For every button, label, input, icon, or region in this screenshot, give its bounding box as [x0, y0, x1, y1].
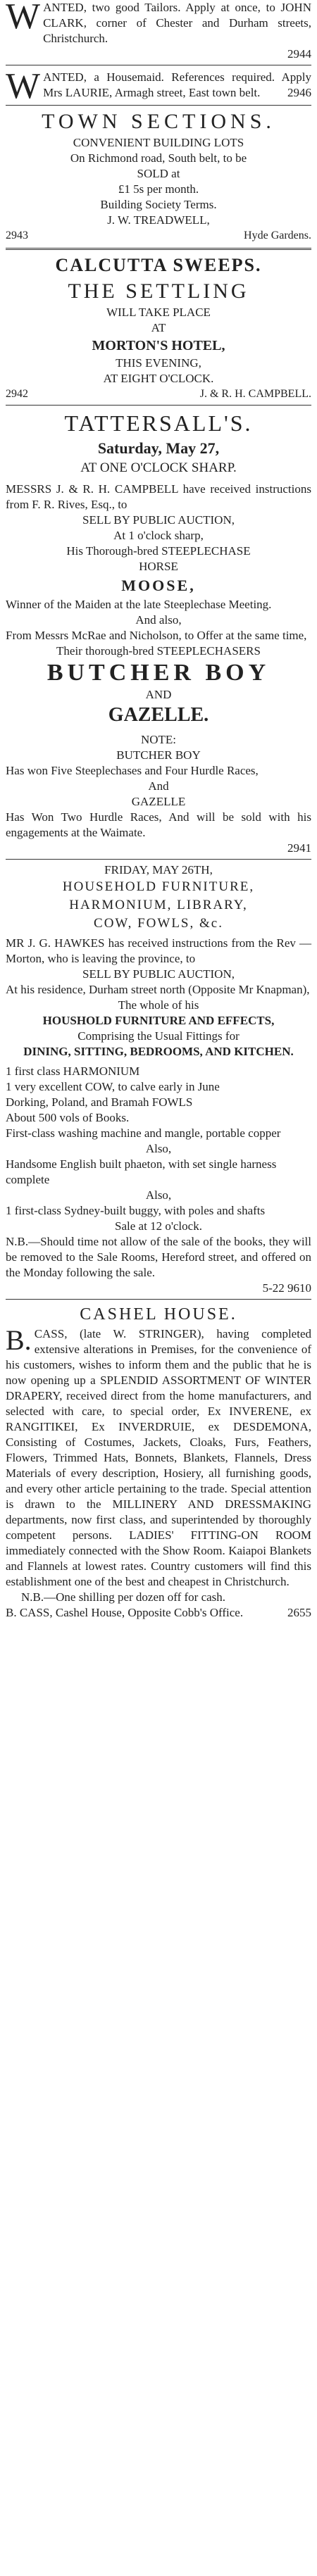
ad-line: SELL BY PUBLIC AUCTION, [82, 967, 235, 981]
ad-heading: CALCUTTA SWEEPS. [55, 255, 262, 275]
ad-wanted-tailors [6, 0, 311, 62]
ad-number: 2941 [287, 841, 311, 855]
ad-cashel-house [6, 1300, 311, 1621]
horse-name: BUTCHER BOY [46, 660, 271, 686]
ad-date: Saturday, May 27, [97, 439, 220, 457]
ad-number: 2943 [6, 230, 28, 241]
list-item: 1 first-class Sydney-built buggy, with poles and shafts [6, 1204, 266, 1217]
ad-line: From Messrs McRae and Nicholson, to Offer at the same time, [6, 629, 307, 642]
ad-town-sections [6, 106, 311, 244]
ad-date: FRIDAY, MAY 26TH, [104, 863, 213, 877]
ad-wanted-housemaid [6, 65, 311, 106]
list-item: Handsome English built phaeton, with set single harness complete [6, 1157, 277, 1186]
ad-line: Has Won Two Hurdle Races, And will be sold with his engagements at the Waimate. [6, 810, 311, 839]
ad-line: At his residence, Durham street north (Opposite Mr Knapman), [6, 983, 310, 996]
ad-line: HORSE [139, 560, 178, 573]
ad-number: 2655 [287, 1606, 311, 1619]
drop-cap: W [6, 66, 41, 106]
ad-number: 2946 [287, 86, 311, 99]
ad-line: WILL TAKE PLACE [106, 306, 211, 319]
list-item: 1 first class HARMONIUM [6, 1064, 140, 1078]
ad-line: His Thorough-bred STEEPLECHASE [66, 544, 251, 558]
ad-line: SOLD at [137, 167, 180, 180]
ad-line: NOTE: [140, 733, 177, 746]
ad-line: MORTON'S HOTEL, [92, 338, 225, 353]
ad-line: AT [151, 321, 166, 334]
newspaper-column [6, 0, 311, 1621]
ad-line: BUTCHER BOY [116, 748, 201, 762]
ad-line: THIS EVENING, [116, 356, 201, 370]
ad-line: Sale at 12 o'clock. [115, 1219, 202, 1233]
ad-footer [6, 387, 311, 402]
list-item: First-class washing machine and mangle, portable copper [6, 1126, 281, 1140]
ad-calcutta-sweeps [6, 250, 311, 402]
ad-line: THE SETTLING [68, 279, 249, 303]
drop-cap: B. [6, 1324, 32, 1356]
ad-note: N.B.—Should time not allow of the sale of the books, they will be removed to the Sale Rooms, Hereford street, and offered on the Monday following the sale. [6, 1235, 311, 1279]
ad-line: And [148, 779, 169, 793]
ad-line: GAZELLE [131, 795, 186, 808]
ad-line: Also, [145, 1188, 172, 1202]
ad-heading: CASHEL HOUSE. [80, 1305, 237, 1324]
ad-body: B. CASS, (late W. STRINGER), having completed extensive alterations in Premises, for the convenience of his customers, wishes to inform them and the public that he is now opening up a SPLENDID ASSORTMENT OF WINTER DRAPERY, received direct from the home manufacturers, and selected with care, to special order, Ex INVERENE, ex RANGITIKEI, Ex INVERDRUIE, ex DESDEMONA, Consisting of Costumes, Jackets, Cloaks, Furs, Feathers, Flowers, Trimmed Hats, Bonnets, Blankets, Flannels, Dress Materials of every description, Hosiery, all furnishing goods, and every other article pertaining to the trade. Special attention is drawn to the MILLINERY AND DRESSMAKING departments, now first class, and superintended by thoroughly competent persons. LADIES' FITTING-ON ROOM immediately connected with the Show Room. Kaiapoi Blankets and Flannels at lowest rates. Country customers will find this establishment one of the best and cheapest in Christchurch. [6, 1324, 311, 1588]
list-item: 1 very excellent COW, to calve early in June [6, 1080, 220, 1093]
ad-heading: HARMONIUM, LIBRARY, [69, 898, 248, 912]
ad-line: Building Society Terms. [100, 198, 217, 211]
ad-number: 2942 [6, 388, 28, 400]
ad-line: HOUSHOLD FURNITURE AND EFFECTS, [42, 1014, 275, 1027]
ad-signature: B. CASS, Cashel House, Opposite Cobb's Office. 2655 [6, 1606, 311, 1619]
ad-line: Also, [145, 1142, 172, 1155]
ad-line: Comprising the Usual Fittings for [77, 1029, 240, 1043]
ad-line: £1 5s per month. [118, 182, 199, 196]
ad-line: Winner of the Maiden at the late Steeplechase Meeting. [6, 598, 272, 611]
ad-wanted-tailors-text: WANTED, two good Tailors. Apply at once, to JOHN CLARK, corner of Chester and Durham streets, Christchurch. [6, 0, 311, 45]
ad-line: At 1 o'clock sharp, [113, 529, 204, 542]
ad-line: On Richmond road, South belt, to be [70, 151, 247, 165]
ad-signature: J. & R. H. CAMPBELL. [199, 388, 311, 400]
list-item: Dorking, Poland, and Bramah FOWLS [6, 1095, 193, 1109]
ad-household-furniture [6, 860, 311, 1296]
ad-address: Hyde Gardens. [244, 230, 311, 241]
ad-footer [6, 228, 311, 244]
ad-line: And also, [135, 613, 182, 627]
ad-heading: TATTERSALL'S. [64, 410, 253, 436]
ad-signature: J. W. TREADWELL, [107, 213, 210, 227]
ad-line: DINING, SITTING, BEDROOMS, AND KITCHEN. [23, 1045, 294, 1058]
ad-line: SELL BY PUBLIC AUCTION, [82, 513, 235, 527]
list-item: About 500 vols of Books. [6, 1111, 130, 1124]
ad-line: CONVENIENT BUILDING LOTS [73, 136, 244, 149]
ad-heading: COW, FOWLS, &c. [94, 916, 223, 931]
ad-line: The whole of his [118, 998, 199, 1012]
ad-line: Has won Five Steeplechases and Four Hurdle Races, [6, 764, 259, 777]
ad-heading: TOWN SECTIONS. [42, 110, 275, 133]
ad-tattersalls [6, 406, 311, 856]
ad-line: Their thorough-bred STEEPLECHASERS [56, 644, 261, 658]
ad-heading: HOUSEHOLD FURNITURE, [62, 879, 255, 894]
ad-line: AT EIGHT O'CLOCK. [103, 372, 214, 385]
ad-time: AT ONE O'CLOCK SHARP. [80, 460, 237, 475]
ad-number: 5-22 9610 [262, 1281, 311, 1295]
horse-name: MOOSE, [121, 577, 196, 594]
ad-line: AND [145, 688, 172, 701]
ad-intro: MR J. G. HAWKES has received instructions from the Rev — Morton, who is leaving the province, to [6, 936, 311, 965]
ad-wanted-housemaid-text: WANTED, a Housemaid. References required. Apply Mrs LAURIE, Armagh street, East town belt. 2946 [6, 66, 311, 106]
drop-cap: W [6, 0, 41, 37]
ad-intro: MESSRS J. & R. H. CAMPBELL have received instructions from F. R. Rives, Esq., to [6, 482, 311, 511]
ad-number: 2944 [287, 47, 311, 61]
horse-name: GAZELLE. [108, 704, 209, 726]
ad-note: N.B.—One shilling per dozen off for cash. [21, 1590, 226, 1604]
